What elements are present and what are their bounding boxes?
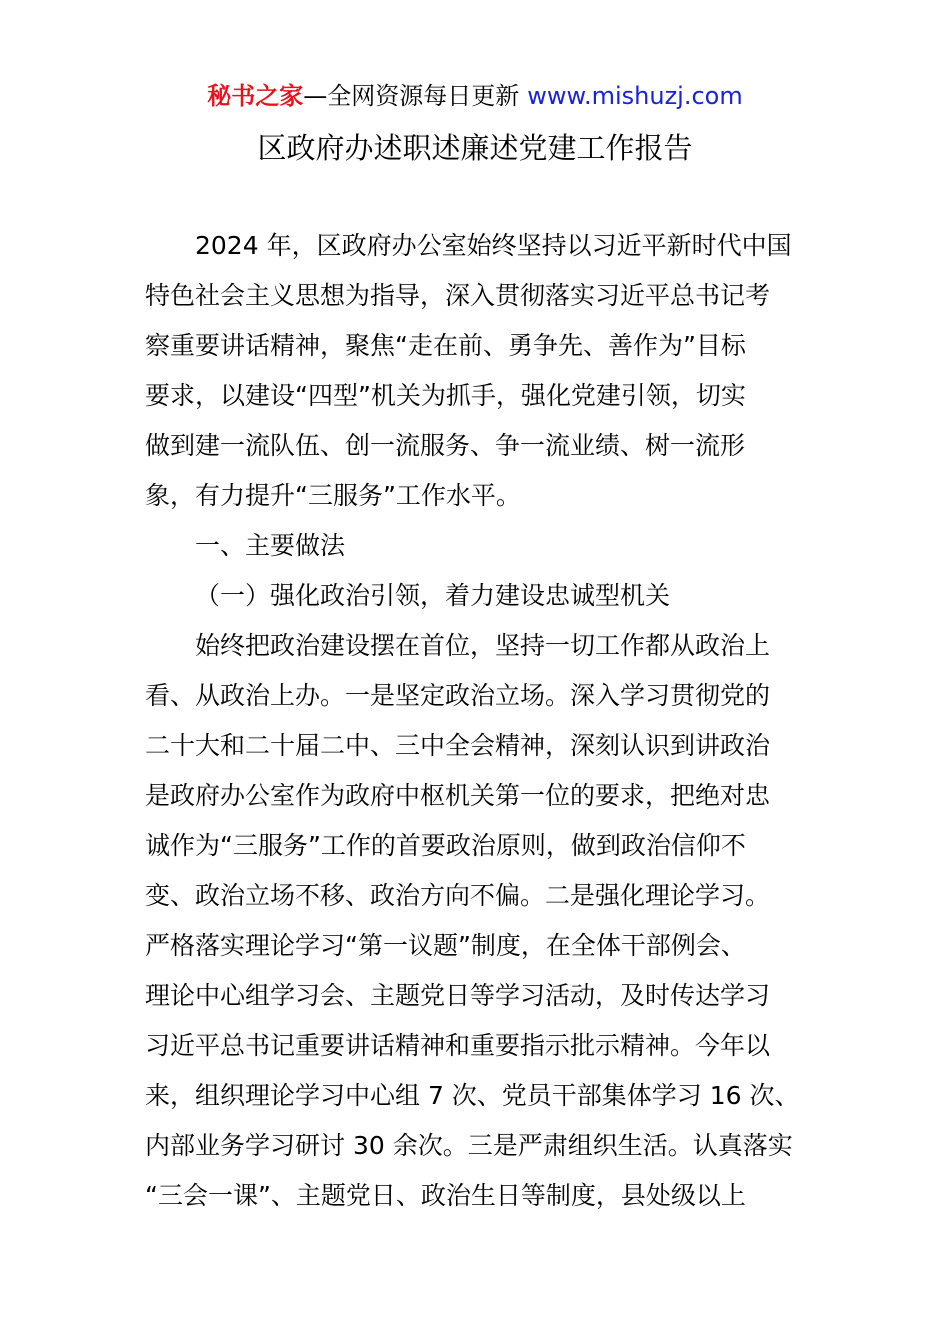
paragraph-line: “三会一课”、主题党日、政治生日等制度，县处级以上 <box>145 1181 746 1210</box>
paragraph-line: 做到建一流队伍、创一流服务、争一流业绩、树一流形 <box>145 431 746 460</box>
paragraph-line: 理论中心组学习会、主题党日等学习活动，及时传达学习 <box>145 981 771 1010</box>
paragraph-line: 特色社会主义思想为指导，深入贯彻落实习近平总书记考 <box>145 281 771 310</box>
paragraph-line: 诚作为“三服务”工作的首要政治原则，做到政治信仰不 <box>145 831 746 860</box>
document-title: 区政府办述职述廉述党建工作报告 <box>257 131 693 165</box>
paragraph-line: 看、从政治上办。一是坚定政治立场。深入学习贯彻党的 <box>145 681 771 710</box>
document-body <box>145 221 805 1221</box>
brand-name: 秘书之家 <box>207 82 304 110</box>
site-header <box>0 80 950 112</box>
section-heading: 一、主要做法 <box>195 531 346 560</box>
paragraph-line: 内部业务学习研讨 30 余次。三是严肃组织生活。认真落实 <box>145 1131 793 1160</box>
paragraph-line: 2024 年，区政府办公室始终坚持以习近平新时代中国 <box>195 231 792 260</box>
paragraph-line: 二十大和二十届二中、三中全会精神，深刻认识到讲政治 <box>145 731 771 760</box>
paragraph-line: 察重要讲话精神，聚焦“走在前、勇争先、善作为”目标 <box>145 331 746 360</box>
paragraph-line: 严格落实理论学习“第一议题”制度，在全体干部例会、 <box>145 931 746 960</box>
header-tagline: —全网资源每日更新 <box>303 82 520 110</box>
paragraph-line: 变、政治立场不移、政治方向不偏。二是强化理论学习。 <box>145 881 771 910</box>
subsection-heading: （一）强化政治引领，着力建设忠诚型机关 <box>195 581 671 610</box>
paragraph-line: 是政府办公室作为政府中枢机关第一位的要求，把绝对忠 <box>145 781 771 810</box>
paragraph-line: 象，有力提升“三服务”工作水平。 <box>145 481 521 510</box>
site-url-link[interactable]: www.mishuzj.com <box>527 82 743 110</box>
paragraph-line: 始终把政治建设摆在首位，坚持一切工作都从政治上 <box>195 631 771 660</box>
paragraph-line: 要求，以建设“四型”机关为抓手，强化党建引领，切实 <box>145 381 746 410</box>
paragraph-line: 来，组织理论学习中心组 7 次、党员干部集体学习 16 次、 <box>145 1081 800 1110</box>
paragraph-line: 习近平总书记重要讲话精神和重要指示批示精神。今年以 <box>145 1031 771 1060</box>
